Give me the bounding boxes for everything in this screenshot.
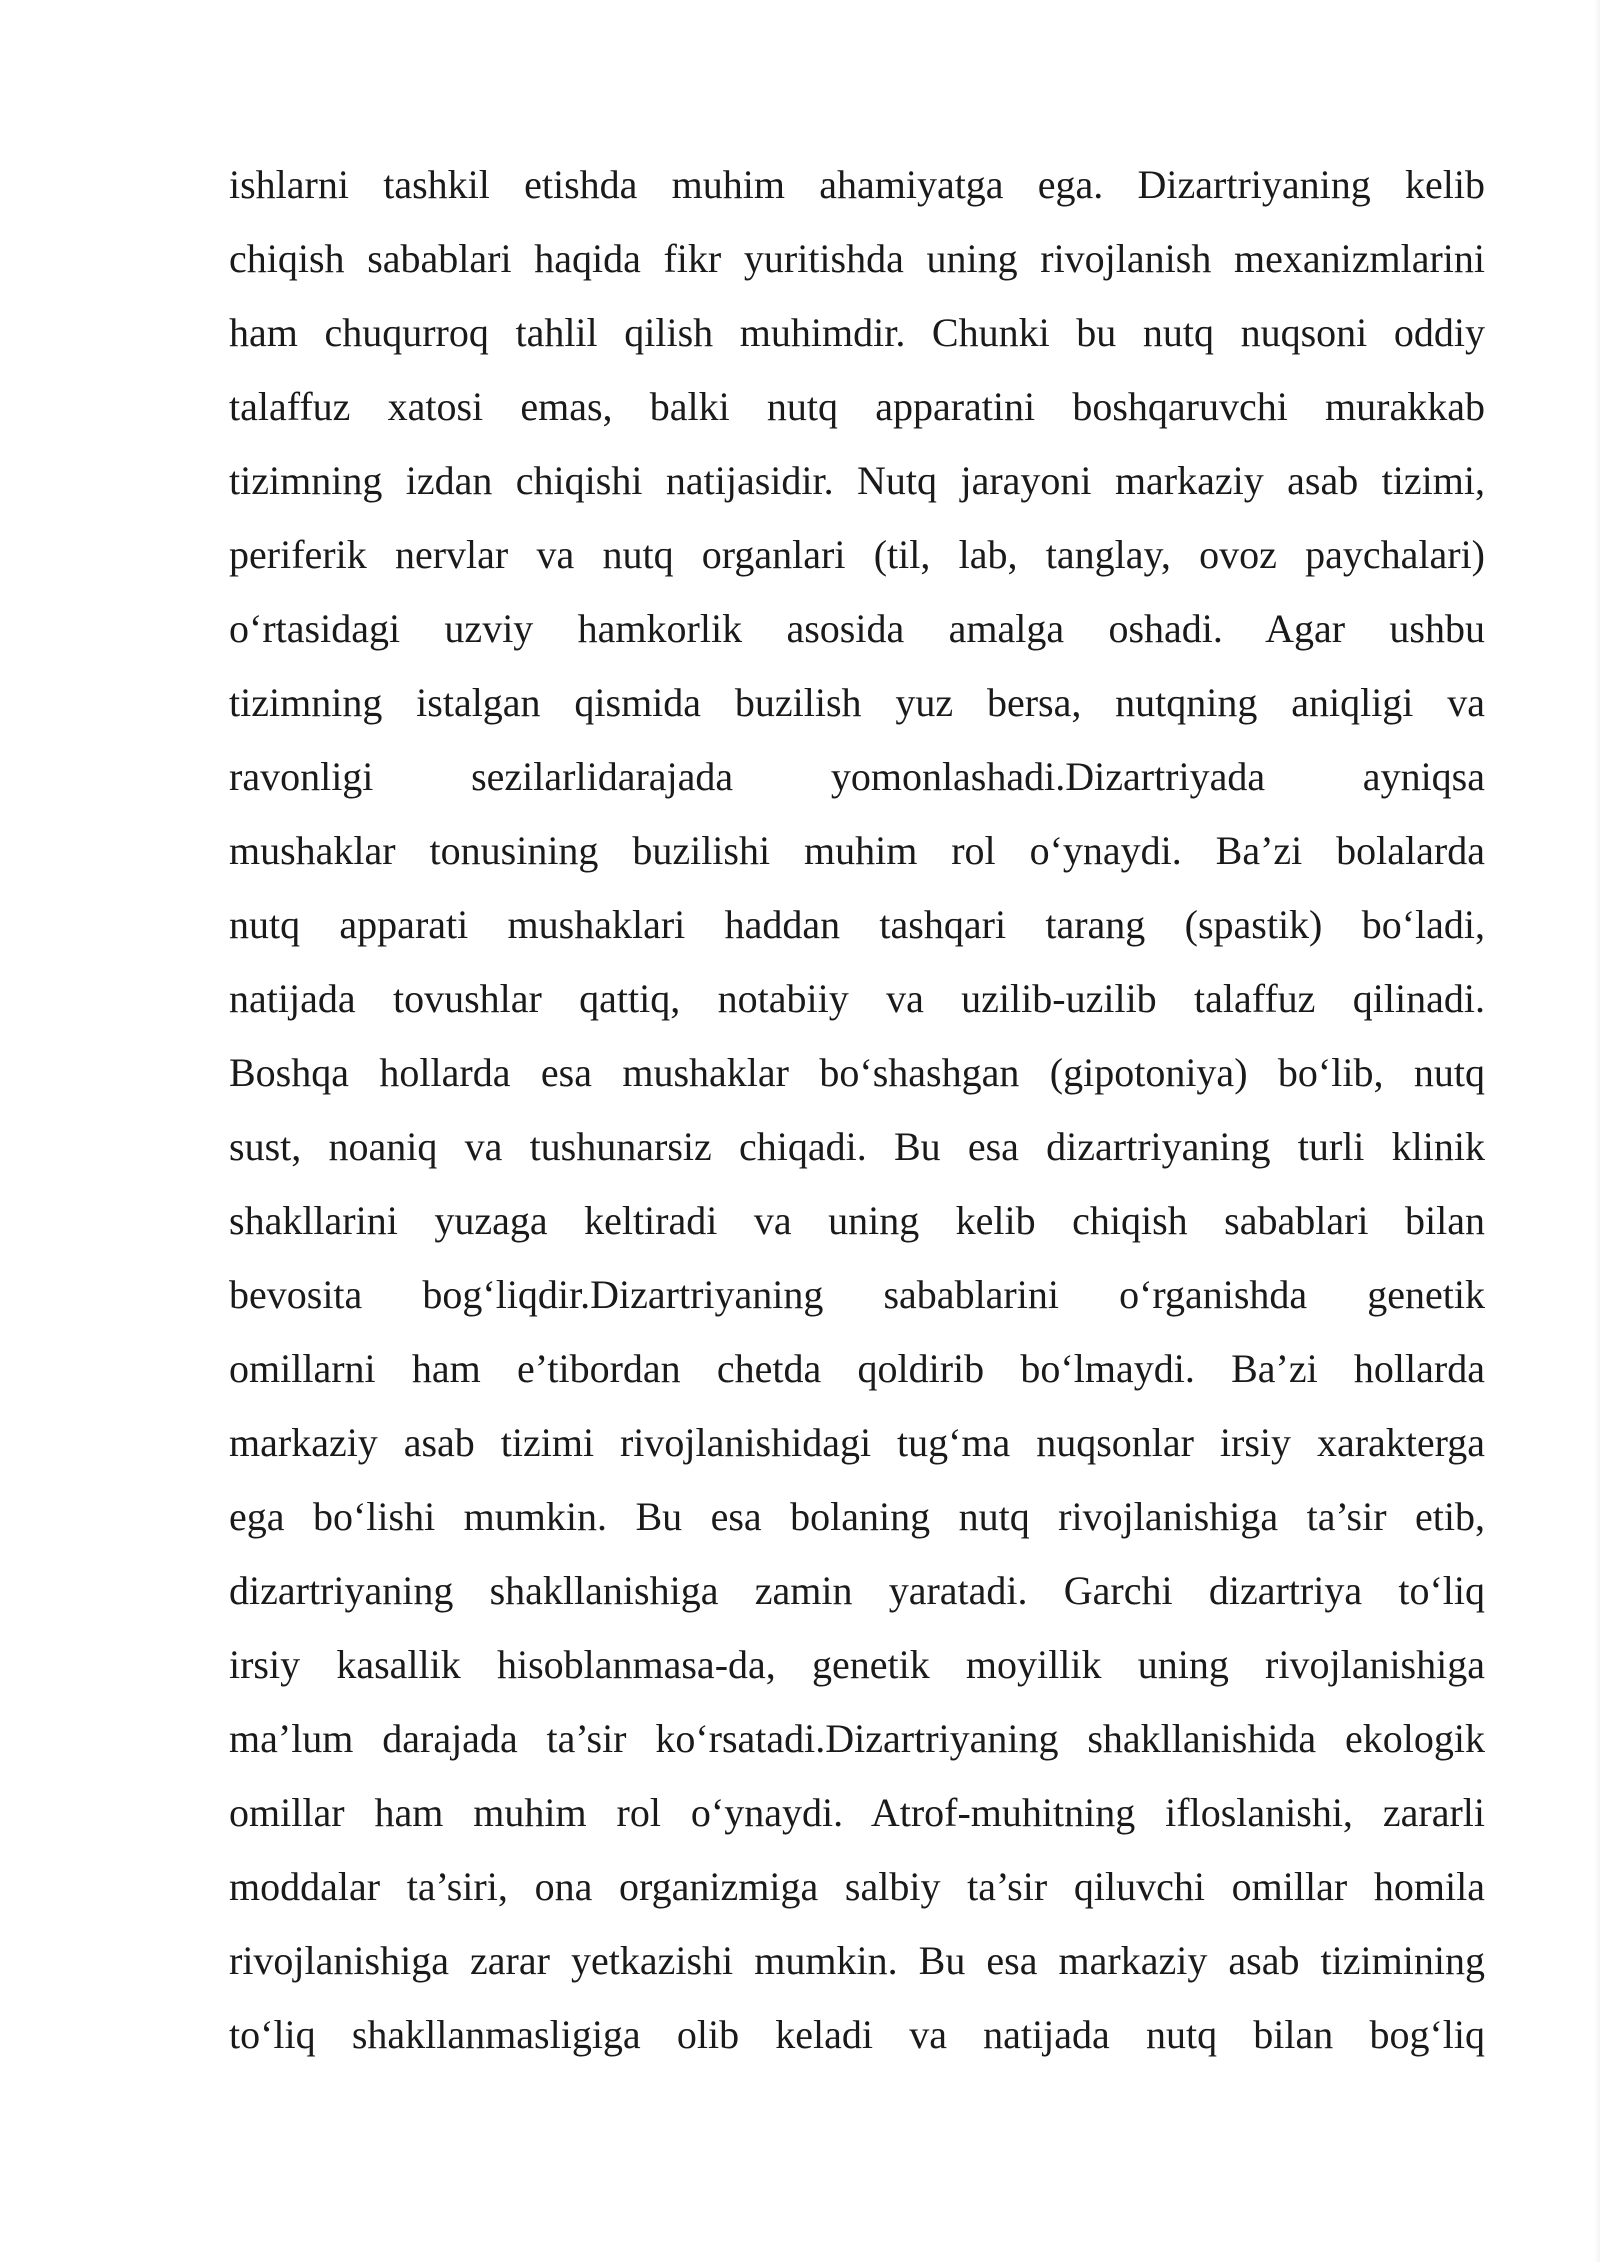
text-line: irsiy kasallik hisoblanmasa-da, genetik moyillik uning rivojlanishiga [229,1642,1485,1687]
text-line: chiqish sabablari haqida fikr yuritishda uning rivojlanish mexanizmlarini [229,236,1485,281]
text-line: natijada tovushlar qattiq, notabiiy va uzilib-uzilib talaffuz qilinadi. [229,976,1485,1021]
text-line: omillar ham muhim rol o‘ynaydi. Atrof-muhitning ifloslanishi, zararli [229,1790,1485,1835]
text-line: Boshqa hollarda esa mushaklar bo‘shashgan (gipotoniya) bo‘lib, nutq [229,1050,1485,1095]
text-line: ega bo‘lishi mumkin. Bu esa bolaning nutq rivojlanishiga ta’sir etib, [229,1494,1485,1539]
text-line: ham chuqurroq tahlil qilish muhimdir. Chunki bu nutq nuqsoni oddiy [229,310,1485,355]
page-edge-shadow [1594,0,1600,2262]
text-line: talaffuz xatosi emas, balki nutq apparatini boshqaruvchi murakkab [229,384,1485,429]
body-text [229,148,1485,2072]
text-line: tizimning istalgan qismida buzilish yuz bersa, nutqning aniqligi va [229,680,1485,725]
text-line: omillarni ham e’tibordan chetda qoldirib bo‘lmaydi. Ba’zi hollarda [229,1346,1485,1391]
text-line: nutq apparati mushaklari haddan tashqari tarang (spastik) bo‘ladi, [229,902,1485,947]
text-line: ravonligi sezilarlidarajada yomonlashadi.Dizartriyada ayniqsa [229,754,1485,799]
text-line: moddalar ta’siri, ona organizmiga salbiy ta’sir qiluvchi omillar homila [229,1864,1485,1909]
text-line: periferik nervlar va nutq organlari (til, lab, tanglay, ovoz paychalari) [229,532,1485,577]
text-line: markaziy asab tizimi rivojlanishidagi tug‘ma nuqsonlar irsiy xarakterga [229,1420,1485,1465]
text-line: o‘rtasidagi uzviy hamkorlik asosida amalga oshadi. Agar ushbu [229,606,1485,651]
text-line: to‘liq shakllanmasligiga olib keladi va natijada nutq bilan bog‘liq [229,2012,1485,2057]
text-line: bevosita bog‘liqdir.Dizartriyaning sabablarini o‘rganishda genetik [229,1272,1485,1317]
text-line: sust, noaniq va tushunarsiz chiqadi. Bu esa dizartriyaning turli klinik [229,1124,1485,1169]
text-line: mushaklar tonusining buzilishi muhim rol o‘ynaydi. Ba’zi bolalarda [229,828,1485,873]
text-line: ma’lum darajada ta’sir ko‘rsatadi.Dizartriyaning shakllanishida ekologik [229,1716,1485,1761]
text-line: dizartriyaning shakllanishiga zamin yaratadi. Garchi dizartriya to‘liq [229,1568,1485,1613]
text-line: tizimning izdan chiqishi natijasidir. Nutq jarayoni markaziy asab tizimi, [229,458,1485,503]
text-line: rivojlanishiga zarar yetkazishi mumkin. Bu esa markaziy asab tizimining [229,1938,1485,1983]
text-line: shakllarini yuzaga keltiradi va uning kelib chiqish sabablari bilan [229,1198,1485,1243]
text-line: ishlarni tashkil etishda muhim ahamiyatga ega. Dizartriyaning kelib [229,162,1485,207]
